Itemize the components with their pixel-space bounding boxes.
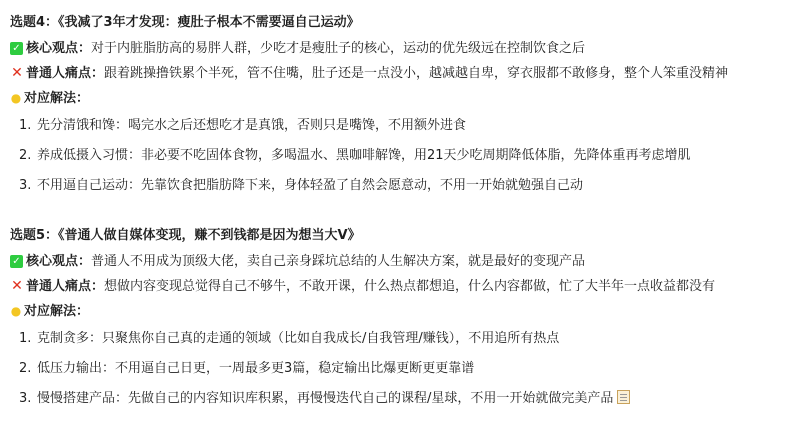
list-number: 2. (19, 361, 32, 376)
pain-point-label: 普通人痛点： (26, 66, 105, 81)
list-number: 3. (19, 391, 32, 406)
cross-mark-icon: ✕ (11, 65, 23, 81)
list-item-text: 先分清饿和馋：喝完水之后还想吃才是真饿，否则只是嘴馋，不用额外进食 (37, 118, 467, 133)
list-item-text: 慢慢搭建产品：先做自己的内容知识库积累，再慢慢迭代自己的课程/星球，不用一开始就做完美产品 (37, 391, 614, 406)
list-item (10, 384, 792, 414)
light-bulb-icon: ● (10, 304, 22, 318)
topic-4-core-view (10, 36, 792, 61)
list-number: 2. (19, 148, 32, 163)
core-view-text: 对于内脏脂肪高的易胖人群，少吃才是瘦肚子的核心，运动的优先级远在控制饮食之后 (91, 41, 586, 56)
list-item (10, 324, 792, 354)
list-number: 3. (19, 178, 32, 193)
topic-5-pain-point (10, 274, 792, 299)
section-spacer (10, 201, 792, 223)
list-item (10, 354, 792, 384)
light-bulb-icon: ● (10, 91, 22, 105)
check-mark-icon: ✓ (10, 255, 23, 268)
document-body (10, 10, 792, 414)
pain-point-label: 普通人痛点： (26, 279, 105, 294)
topic-5-title: 选题5：《普通人做自媒体变现，赚不到钱都是因为想当大V》 (10, 228, 361, 243)
topic-4-solution (10, 86, 792, 111)
topic-4-title: 选题4：《我减了3年才发现：瘦肚子根本不需要逼自己运动》 (10, 15, 360, 30)
core-view-label: 核心观点： (26, 41, 92, 56)
list-item-text: 不用逼自己运动：先靠饮食把脂肪降下来，身体轻盈了自然会愿意动，不用一开始就勉强自己动 (37, 178, 584, 193)
list-number: 1. (19, 331, 32, 346)
core-view-label: 核心观点： (26, 254, 92, 269)
list-item (10, 171, 792, 201)
pain-point-text: 想做内容变现总觉得自己不够牛，不敢开课，什么热点都想追，什么内容都做，忙了大半年一点收益都没有 (104, 279, 716, 294)
memo-icon (617, 390, 630, 404)
list-item-text: 低压力输出：不用逼自己日更，一周最多更3篇，稳定输出比爆更断更更靠谱 (37, 361, 475, 376)
check-mark-icon: ✓ (10, 42, 23, 55)
list-item (10, 141, 792, 171)
list-item-text: 克制贪多：只聚焦你自己真的走通的领域（比如自我成长/自我管理/赚钱），不用追所有热点 (37, 331, 560, 346)
cross-mark-icon: ✕ (11, 278, 23, 294)
core-view-text: 普通人不用成为顶级大佬，卖自己亲身踩坑总结的人生解决方案，就是最好的变现产品 (91, 254, 586, 269)
solution-label: 对应解法： (24, 91, 90, 106)
topic-5-core-view (10, 249, 792, 274)
solution-label: 对应解法： (24, 304, 90, 319)
pain-point-text: 跟着跳操撸铁累个半死，管不住嘴，肚子还是一点没小，越减越自卑，穿衣服都不敢修身，整个人笨重没精神 (104, 66, 729, 81)
list-item (10, 111, 792, 141)
list-number: 1. (19, 118, 32, 133)
list-item-text: 养成低摄入习惯：非必要不吃固体食物，多喝温水、黑咖啡解馋，用21天少吃周期降低体脂，先降体重再考虑增肌 (37, 148, 691, 163)
topic-5-solution (10, 299, 792, 324)
topic-4-pain-point (10, 61, 792, 86)
